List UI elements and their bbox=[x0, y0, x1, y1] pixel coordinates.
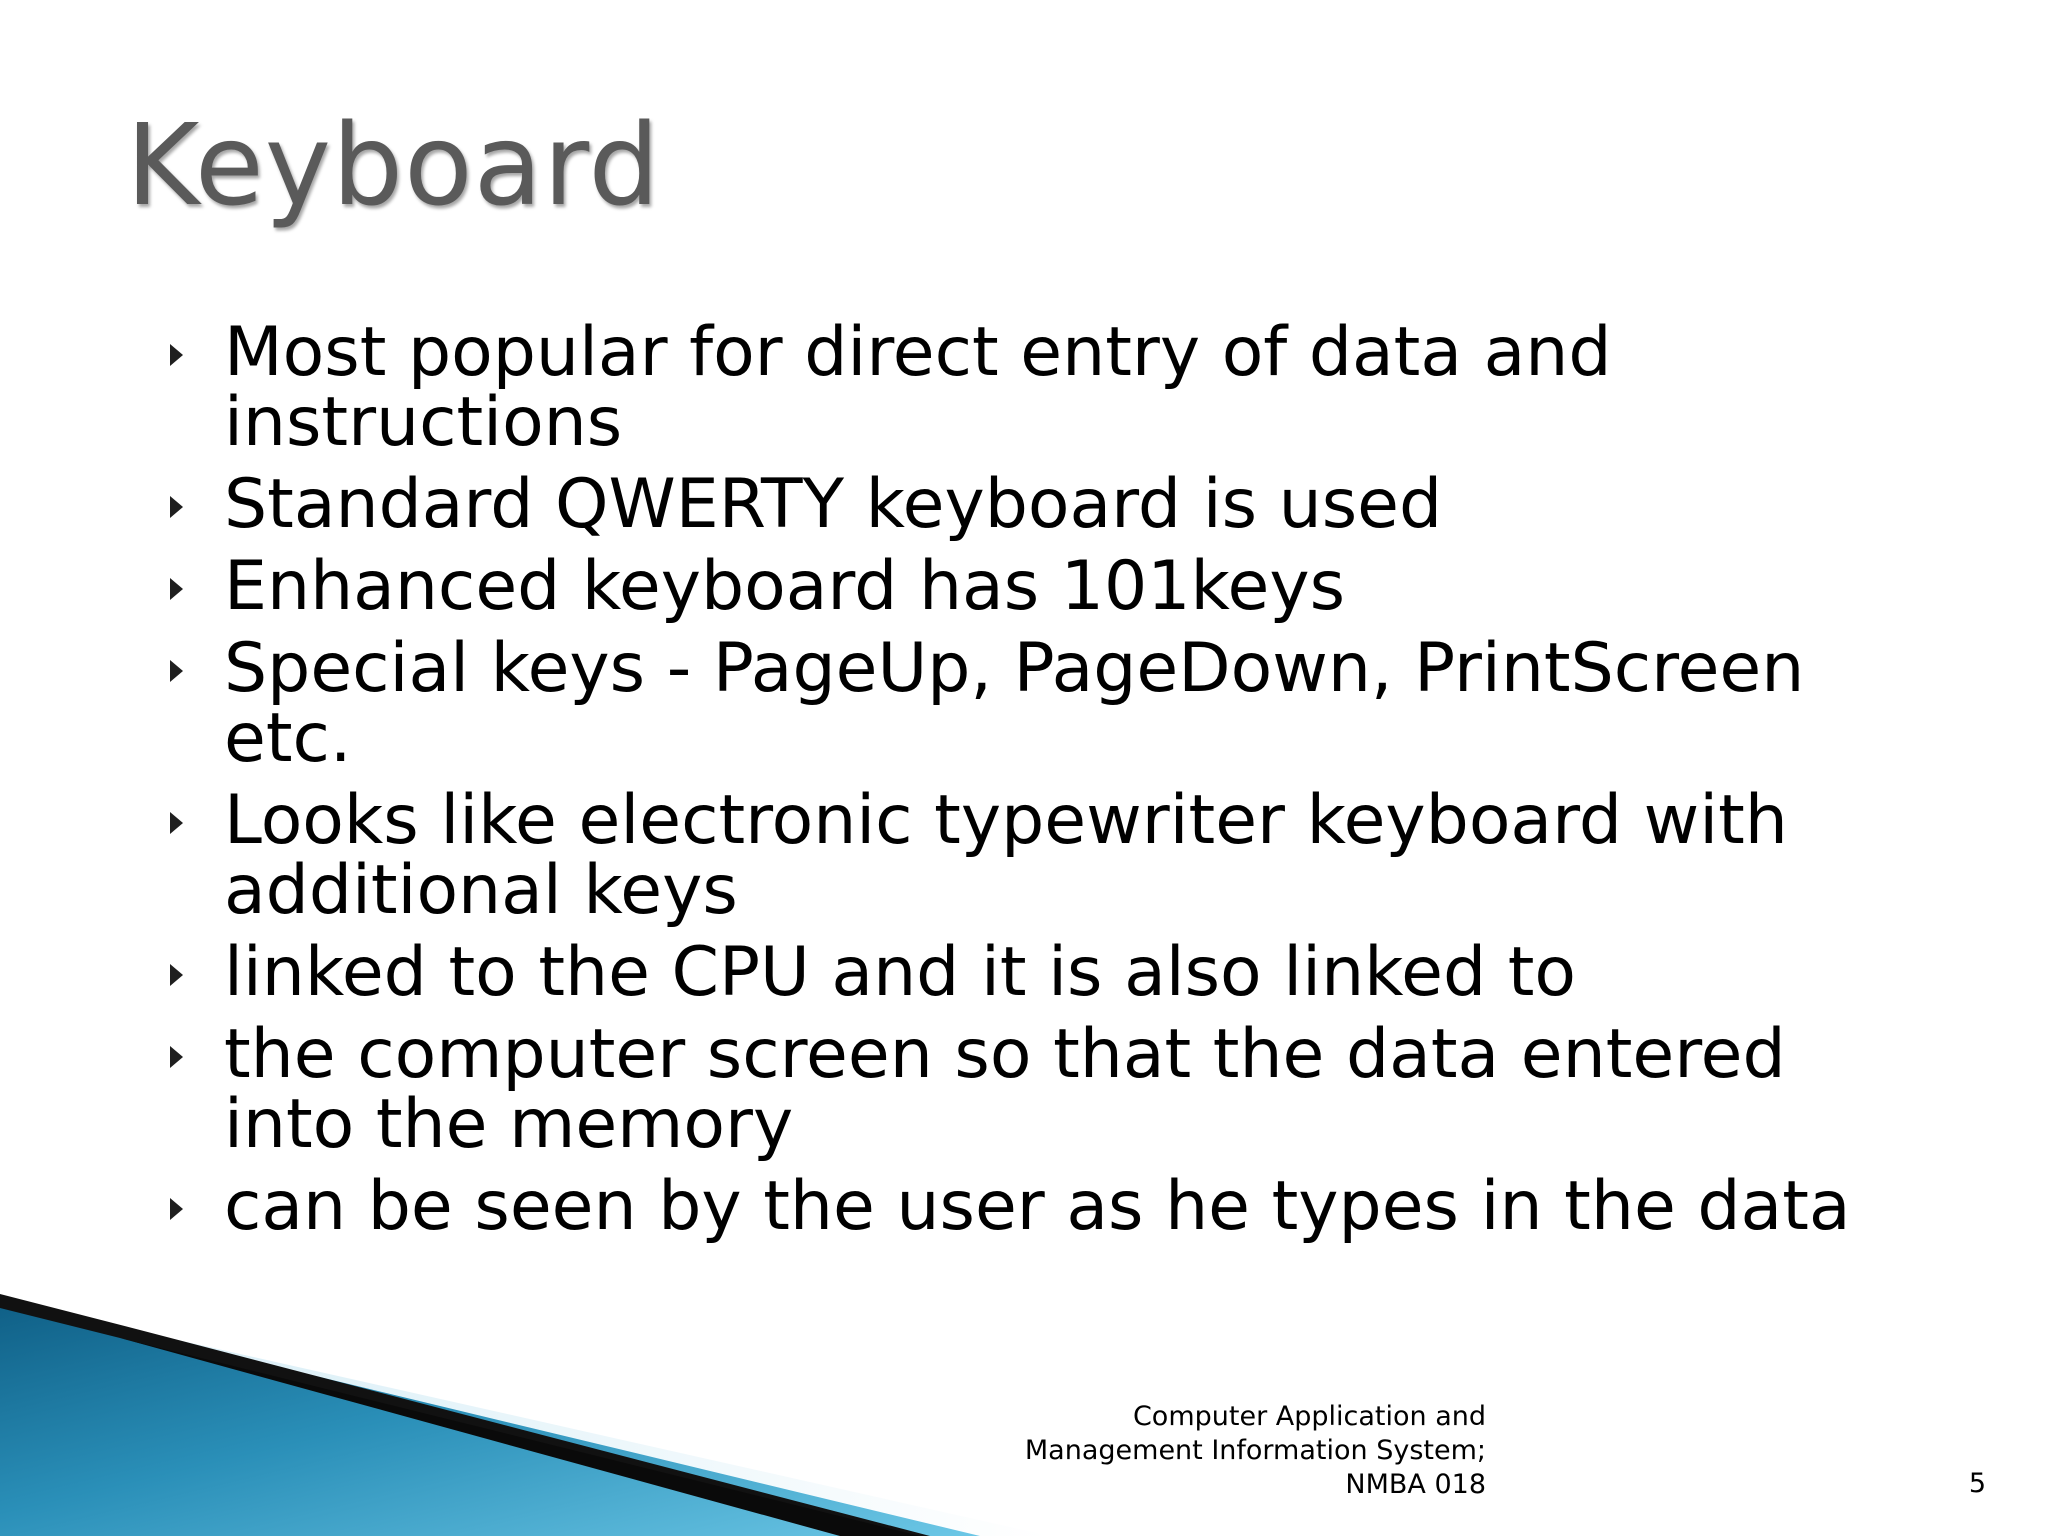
bullet-item bbox=[170, 1167, 1890, 1246]
triangle-right-icon bbox=[170, 496, 183, 518]
bullet-text: Special keys - PageUp, PageDown, PrintScreen etc. bbox=[224, 629, 1805, 778]
triangle-right-icon bbox=[170, 1198, 183, 1220]
triangle-right-icon bbox=[170, 964, 183, 986]
footer-line: NMBA 018 bbox=[1345, 1469, 1486, 1500]
bullet-item bbox=[170, 313, 1890, 462]
bullet-list bbox=[170, 313, 1890, 1254]
bullet-item bbox=[170, 933, 1890, 1012]
bullet-text: Most popular for direct entry of data and instructions bbox=[224, 313, 1612, 462]
triangle-right-icon bbox=[170, 1046, 183, 1068]
bullet-text: can be seen by the user as he types in the data bbox=[224, 1167, 1851, 1246]
bullet-text: Enhanced keyboard has 101keys bbox=[224, 547, 1346, 626]
bullet-item bbox=[170, 465, 1890, 544]
triangle-right-icon bbox=[170, 344, 183, 366]
bullet-item bbox=[170, 781, 1890, 930]
footer-line: Management Information System; bbox=[1024, 1435, 1486, 1466]
bullet-item bbox=[170, 547, 1890, 626]
footer-course-name bbox=[886, 1400, 1486, 1502]
slide-title: Keyboard bbox=[126, 101, 661, 231]
bullet-text: Standard QWERTY keyboard is used bbox=[224, 465, 1443, 544]
bullet-text: Looks like electronic typewriter keyboard with additional keys bbox=[224, 781, 1788, 930]
triangle-right-icon bbox=[170, 660, 183, 682]
bullet-text: the computer screen so that the data entered into the memory bbox=[224, 1015, 1786, 1164]
triangle-right-icon bbox=[170, 812, 183, 834]
triangle-right-icon bbox=[170, 578, 183, 600]
footer-line: Computer Application and bbox=[1132, 1401, 1486, 1432]
slide-number: 5 bbox=[1968, 1468, 1986, 1499]
bullet-item bbox=[170, 1015, 1890, 1164]
bullet-text: linked to the CPU and it is also linked to bbox=[224, 933, 1576, 1012]
bullet-item bbox=[170, 629, 1890, 778]
